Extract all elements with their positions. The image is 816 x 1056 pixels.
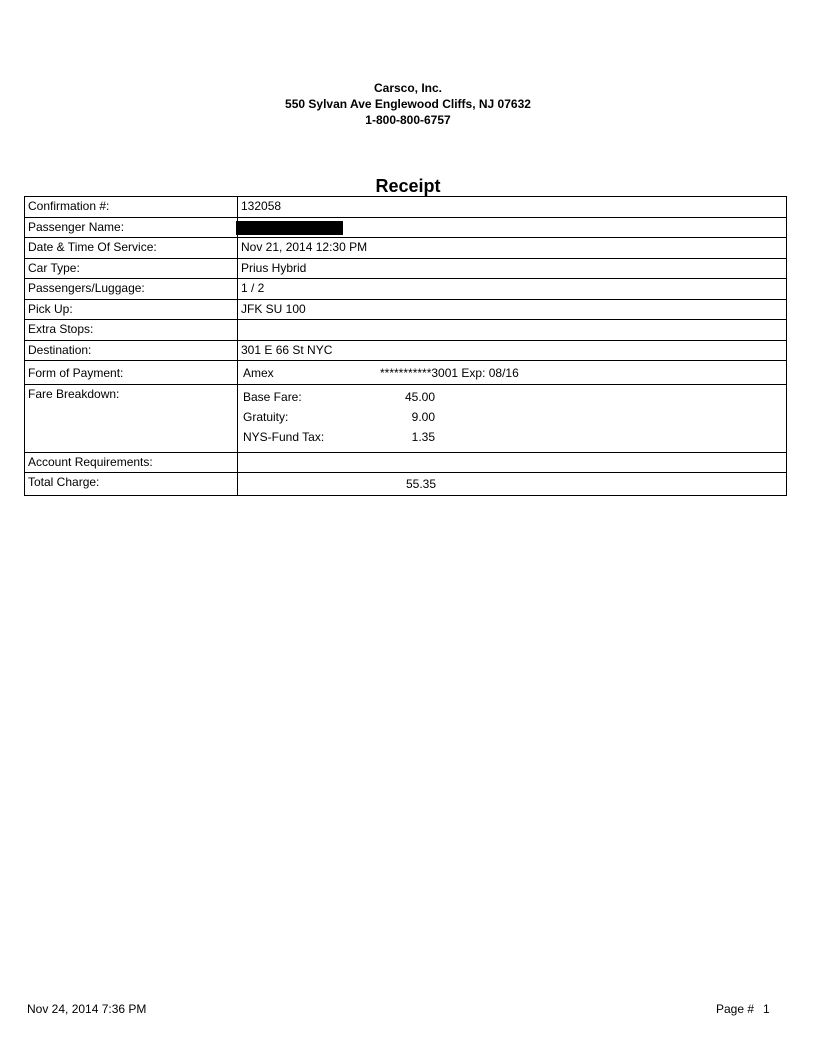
extra-stops-label: Extra Stops: xyxy=(25,320,238,341)
row-confirmation xyxy=(25,197,787,218)
pickup-value: JFK SU 100 xyxy=(238,300,787,320)
total-label: Total Charge: xyxy=(25,473,238,496)
row-account-requirements xyxy=(25,453,787,473)
footer-page xyxy=(716,1002,770,1016)
row-extra-stops xyxy=(25,320,787,341)
fare-item-amount: 9.00 xyxy=(411,410,435,424)
fare-item xyxy=(243,430,783,450)
row-total xyxy=(25,473,787,496)
account-value xyxy=(238,453,787,473)
payment-value xyxy=(238,361,787,385)
payment-card: ***********3001 Exp: 08/16 xyxy=(380,366,519,380)
fare-breakdown xyxy=(238,385,787,453)
passengers-luggage-label: Passengers/Luggage: xyxy=(25,279,238,300)
row-car-type xyxy=(25,259,787,279)
passenger-value xyxy=(238,218,787,238)
total-amount: 55.35 xyxy=(405,477,436,491)
receipt-table xyxy=(24,196,787,496)
passenger-label: Passenger Name: xyxy=(25,218,238,238)
company-phone: 1-800-800-6757 xyxy=(365,113,451,127)
passengers-luggage-value: 1 / 2 xyxy=(238,279,787,300)
fare-item-name: Base Fare: xyxy=(243,390,302,404)
extra-stops-value xyxy=(238,320,787,341)
row-fare-breakdown xyxy=(25,385,787,453)
payment-method: Amex xyxy=(243,366,274,380)
page-number: 1 xyxy=(763,1002,770,1016)
payment-label-text: Form of Payment: xyxy=(28,366,124,380)
footer-printed-date: Nov 24, 2014 7:36 PM xyxy=(27,1002,147,1016)
redaction-bar xyxy=(236,221,343,235)
confirmation-value: 132058 xyxy=(238,197,787,218)
fare-item xyxy=(243,390,783,410)
fare-item-amount: 1.35 xyxy=(411,430,435,444)
fare-label: Fare Breakdown: xyxy=(25,385,238,453)
account-label: Account Requirements: xyxy=(25,453,238,473)
datetime-label: Date & Time Of Service: xyxy=(25,238,238,259)
row-payment xyxy=(25,361,787,385)
total-value xyxy=(238,473,787,496)
car-type-label: Car Type: xyxy=(25,259,238,279)
row-passengers-luggage xyxy=(25,279,787,300)
row-destination xyxy=(25,341,787,361)
destination-label: Destination: xyxy=(25,341,238,361)
car-type-value: Prius Hybrid xyxy=(238,259,787,279)
fare-item-name: Gratuity: xyxy=(243,410,289,424)
pickup-label: Pick Up: xyxy=(25,300,238,320)
datetime-value: Nov 21, 2014 12:30 PM xyxy=(238,238,787,259)
page-label: Page # xyxy=(716,1002,755,1016)
company-header xyxy=(0,80,816,128)
row-datetime xyxy=(25,238,787,259)
company-name: Carsco, Inc. xyxy=(373,81,443,95)
receipt-title: Receipt xyxy=(375,176,441,196)
row-pickup xyxy=(25,300,787,320)
row-passenger xyxy=(25,218,787,238)
payment-label xyxy=(25,361,238,385)
company-address: 550 Sylvan Ave Englewood Cliffs, NJ 07632 xyxy=(285,97,531,111)
fare-item-amount: 45.00 xyxy=(404,390,435,404)
destination-value: 301 E 66 St NYC xyxy=(238,341,787,361)
confirmation-label: Confirmation #: xyxy=(25,197,238,218)
fare-item-name: NYS-Fund Tax: xyxy=(243,430,325,444)
fare-item xyxy=(243,410,783,430)
